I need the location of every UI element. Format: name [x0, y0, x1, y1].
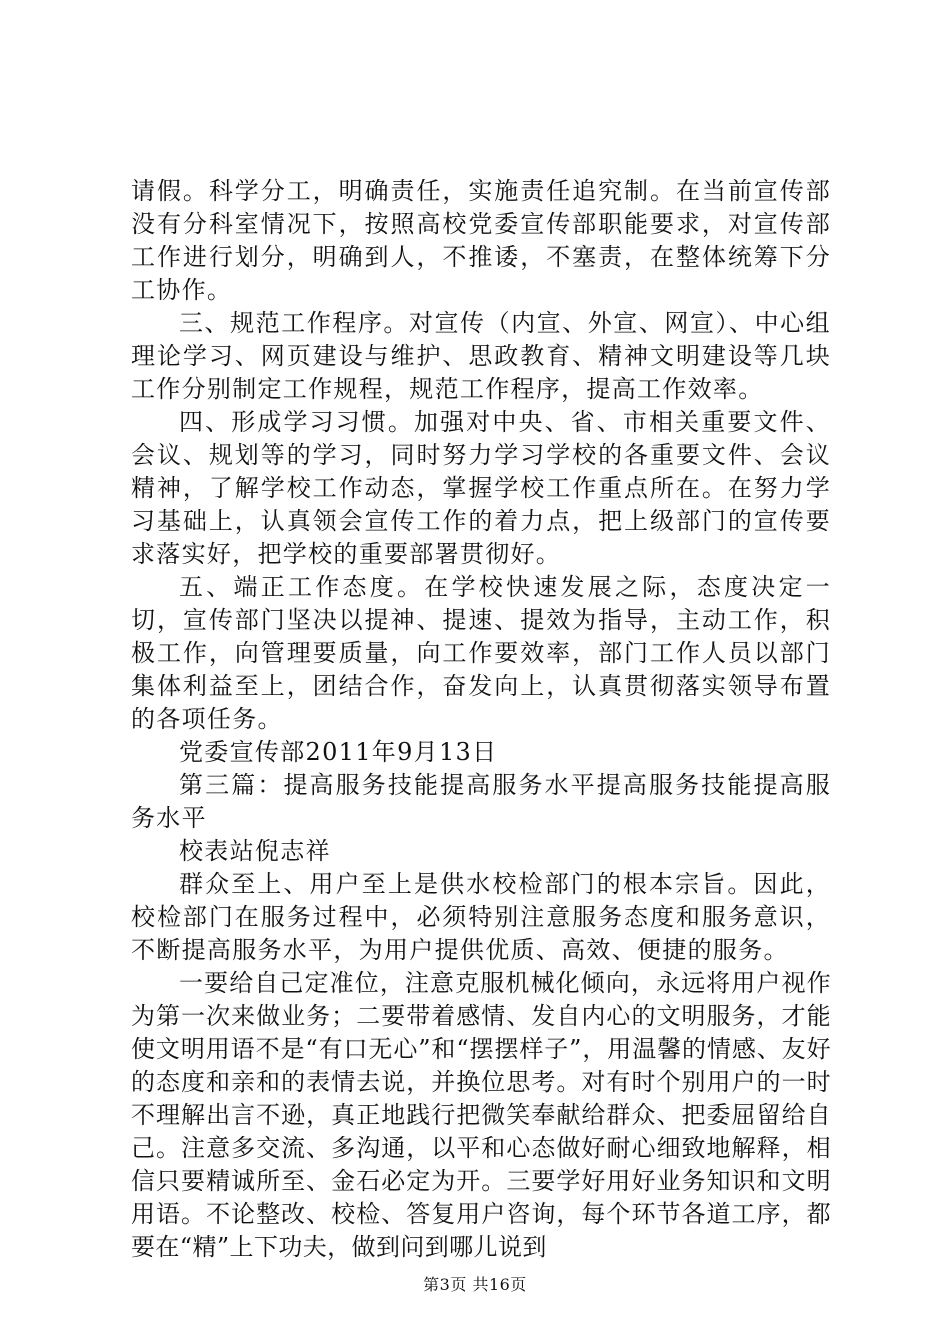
paragraph-intro: 群众至上、用户至上是供水校检部门的根本宗旨。因此，校检部门在服务过程中，必须特别注意服务态度和服务意识，不断提高服务水平，为用户提供优质、高效、便捷的服务。: [131, 870, 831, 964]
paragraph-continuation: 请假。科学分工，明确责任，实施责任追究制。在当前宣传部没有分科室情况下，按照高校党委宣传部职能要求，对宣传部工作进行划分，明确到人，不推诿，不塞责，在整体统筹下分工协作。: [131, 177, 831, 304]
signature-date: 党委宣传部2011年9月13日: [179, 738, 498, 766]
article-heading: 第三篇：提高服务技能提高服务水平提高服务技能提高服务水平: [131, 771, 831, 832]
page-number-footer: 第3页 共16页: [423, 1275, 527, 1294]
paragraph-section-3: 三、规范工作程序。对宣传（内宣、外宣、网宣）、中心组理论学习、网页建设与维护、思政教育、精神文明建设等几块工作分别制定工作规程，规范工作程序，提高工作效率。: [131, 309, 831, 403]
paragraph-section-4: 四、形成学习习惯。加强对中央、省、市相关重要文件、会议、规划等的学习，同时努力学习学校的各重要文件、会议精神，了解学校工作动态，掌握学校工作重点所在。在努力学习基础上，认真领会宣传工作的着力点，把上级部门的宣传要求落实好，把学校的重要部署贯彻好。: [131, 408, 831, 568]
paragraph-body: 一要给自己定准位，注意克服机械化倾向，永远将用户视作为第一次来做业务；二要带着感情、发自内心的文明服务，才能使文明用语不是“有口无心”和“摆摆样子”，用温馨的情感、友好的态度和亲和的表情去说，并换位思考。对有时个别用户的一时不理解出言不逊，真正地践行把微笑奉献给群众、把委屈留给自己。注意多交流、多沟通，以平和心态做好耐心细致地解释，相信只要精诚所至、金石必定为开。三要学好用好业务知识和文明用语。不论整改、校检、答复用户咨询，每个环节各道工序，都要在“精”上下功夫，做到问到哪儿说到: [131, 969, 831, 1261]
document-body: [131, 175, 831, 1264]
paragraph-section-5: 五、端正工作态度。在学校快速发展之际，态度决定一切，宣传部门坚决以提神、提速、提效为指导，主动工作，积极工作，向管理要质量，向工作要效率，部门工作人员以部门集体利益至上，团结合作，奋发向上，认真贯彻落实领导布置的各项任务。: [131, 573, 831, 733]
article-author: 校表站倪志祥: [179, 837, 331, 865]
